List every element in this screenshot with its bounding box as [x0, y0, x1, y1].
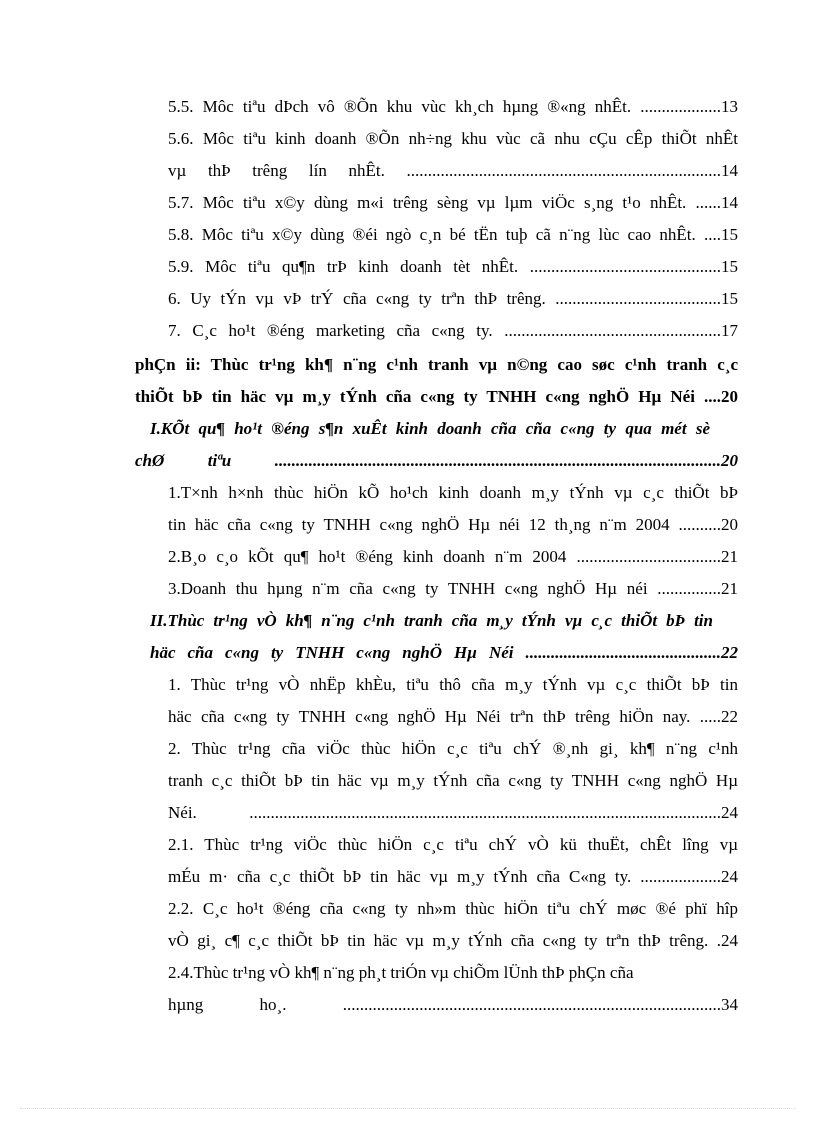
toc-entry-i-1: 1.T×nh h×nh thùc hiÖn kÕ ho¹ch kinh doanh m¸y tÝnh vµ c¸c thiÕt bÞ — [168, 483, 738, 502]
toc-entry-ii-2: 2. Thùc tr¹ng cña viÖc thùc hiÖn c¸c tiªu chÝ ®¸nh gi¸ kh¶ n¨ng c¹nh — [168, 739, 738, 758]
toc-entry-5-8: 5.8. Môc tiªu x©y dùng ®éi ngò c¸n bé tËn tuþ cã n¨ng lùc cao nhÊt. ....15 — [168, 225, 738, 244]
toc-entry-ii-2-2: 2.2. C¸c ho¹t ®éng cña c«ng ty nh»m thùc hiÖn tiªu chÝ møc ®é phï hîp — [168, 899, 738, 918]
toc-section-i: I.KÕt qu¶ ho¹t ®éng s¶n xuÊt kinh doanh cña cña c«ng ty qua mét sè — [150, 419, 710, 438]
toc-entry-7: 7. C¸c ho¹t ®éng marketing cña c«ng ty. ...................................................17 — [168, 321, 738, 340]
toc-entry-5-7: 5.7. Môc tiªu x©y dùng m«i trêng sèng vµ lµm viÖc s¸ng t¹o nhÊt. ......14 — [168, 193, 738, 212]
toc-entry-ii-2-4-cont: hµng ho¸. .........................................................................................34 — [168, 995, 738, 1014]
toc-entry-ii-1: 1. Thùc tr¹ng vÒ nhËp khÈu, tiªu thô cña m¸y tÝnh vµ c¸c thiÕt bÞ tin — [168, 675, 738, 694]
toc-entry-i-3: 3.Doanh thu hµng n¨m cña c«ng ty TNHH c«ng nghÖ Hµ néi ...............21 — [168, 579, 738, 598]
toc-entry-5-6-cont: vµ thÞ trêng lín nhÊt. ..........................................................................14 — [168, 161, 738, 180]
toc-entry-ii-1-cont: häc cña c«ng ty TNHH c«ng nghÖ Hµ Néi trªn thÞ trêng hiÖn nay. .....22 — [168, 707, 738, 726]
toc-section-ii: II.Thùc tr¹ng vÒ kh¶ n¨ng c¹nh tranh cña m¸y tÝnh vµ c¸c thiÕt bÞ tin — [150, 611, 713, 630]
page-footer-divider — [20, 1108, 796, 1109]
toc-entry-i-2: 2.B¸o c¸o kÕt qu¶ ho¹t ®éng kinh doanh n¨m 2004 ..................................21 — [168, 547, 738, 566]
toc-part-ii-heading: phÇn ii: Thùc tr¹ng kh¶ n¨ng c¹nh tranh vµ n©ng cao søc c¹nh tranh c¸c — [135, 355, 738, 374]
toc-entry-5-9: 5.9. Môc tiªu qu¶n trÞ kinh doanh tèt nhÊt. .............................................15 — [168, 257, 738, 276]
toc-part-ii-heading-cont: thiÕt bÞ tin häc vµ m¸y tÝnh cña c«ng ty TNHH c«ng nghÖ Hµ Néi ....20 — [135, 387, 738, 406]
toc-entry-ii-2-cont2: Néi. ...............................................................................................................24 — [168, 803, 738, 822]
toc-section-ii-cont: häc cña c«ng ty TNHH c«ng nghÖ Hµ Néi ..............................................22 — [150, 643, 738, 662]
toc-entry-ii-2-2-cont: vÒ gi¸ c¶ c¸c thiÕt bÞ tin häc vµ m¸y tÝnh cña c«ng ty trªn thÞ trêng. .24 — [168, 931, 738, 950]
toc-entry-ii-2-4: 2.4.Thùc tr¹ng vÒ kh¶ n¨ng ph¸t triÓn vµ chiÕm lÜnh thÞ phÇn cña — [168, 963, 634, 982]
toc-entry-i-1-cont: tin häc cña c«ng ty TNHH c«ng nghÖ Hµ néi 12 th¸ng n¨m 2004 ..........20 — [168, 515, 738, 534]
toc-entry-ii-2-1: 2.1. Thùc tr¹ng viÖc thùc hiÖn c¸c tiªu chÝ vÒ kü thuËt, chÊt lîng vµ — [168, 835, 738, 854]
toc-entry-ii-2-1-cont: mÉu m· cña c¸c thiÕt bÞ tin häc vµ m¸y tÝnh cña C«ng ty. ...................24 — [168, 867, 738, 886]
toc-entry-6: 6. Uy tÝn vµ vÞ trÝ cña c«ng ty trªn thÞ trêng. .......................................15 — [168, 289, 738, 308]
toc-section-i-cont: chØ tiªu .........................................................................................................20 — [135, 451, 738, 470]
toc-entry-5-6: 5.6. Môc tiªu kinh doanh ®Õn nh÷ng khu vùc cã nhu cÇu cÊp thiÕt nhÊt — [168, 129, 738, 148]
toc-entry-ii-2-cont: tranh c¸c thiÕt bÞ tin häc vµ m¸y tÝnh cña c«ng ty TNHH c«ng nghÖ Hµ — [168, 771, 738, 790]
toc-entry-5-5: 5.5. Môc tiªu dÞch vô ®Õn khu vùc kh¸ch hµng ®«ng nhÊt. ...................13 — [168, 97, 738, 116]
